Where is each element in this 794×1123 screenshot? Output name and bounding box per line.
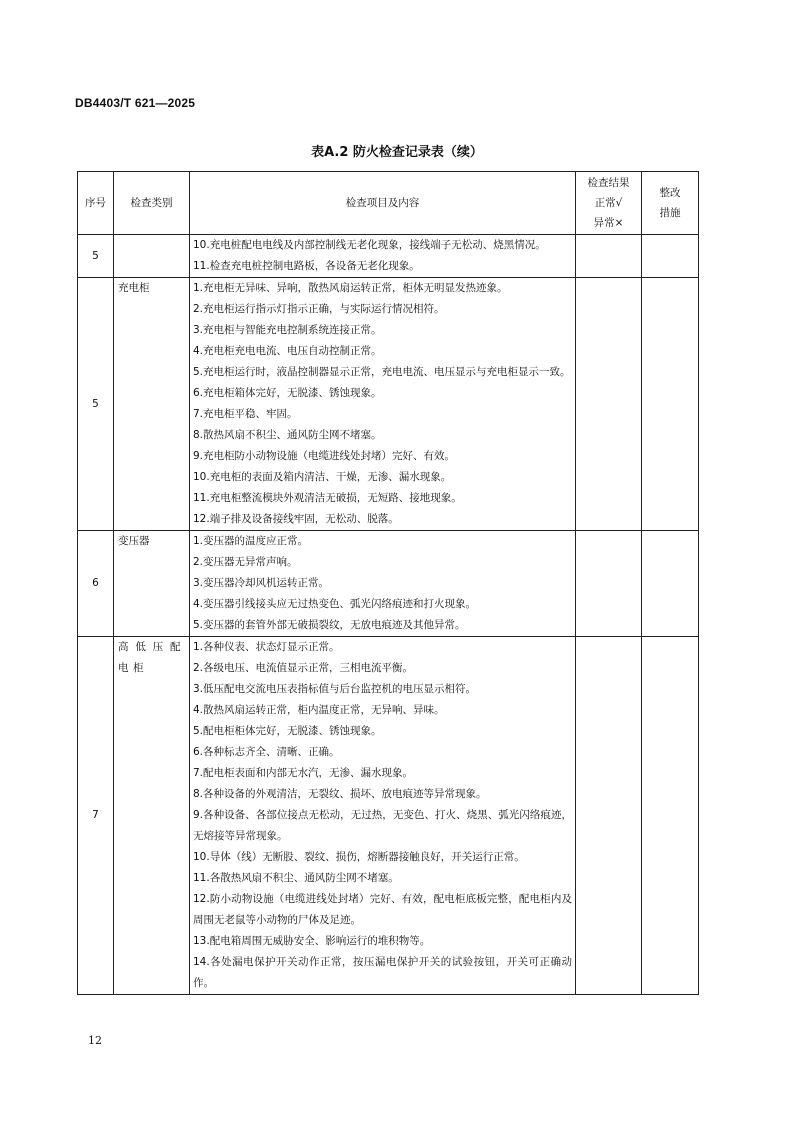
item-line: 5.变压器的套管外部无破损裂纹，无放电痕迹及其他异常。 — [193, 619, 466, 631]
result-cell[interactable] — [576, 278, 642, 531]
item-line: 1.变压器的温度应正常。 — [193, 535, 309, 547]
item-line: 1.各种仪表、状态灯显示正常。 — [193, 641, 340, 653]
header-fix-line2: 措施 — [659, 207, 681, 219]
item-line: 10.充电柜的表面及箱内清洁、干燥，无渗、漏水现象。 — [193, 471, 452, 483]
table-header-row — [78, 172, 699, 235]
item-line: 9.各种设备、各部位接点无松动，无过热，无变色、打火、烧黑、弧光闪络痕迹，无熔接等异常现象。 — [193, 809, 572, 842]
item-line: 12.端子排及设备接线牢固，无松动、脱落。 — [193, 513, 399, 525]
item-line: 9.充电柜防小动物设施（电缆进线处封堵）完好、有效。 — [193, 450, 456, 462]
header-category: 检查类别 — [114, 172, 190, 235]
item-line: 2.变压器无异常声响。 — [193, 556, 298, 568]
item-line: 3.变压器冷却风机运转正常。 — [193, 577, 330, 589]
item-line: 2.充电柜运行指示灯指示正确，与实际运行情况相符。 — [193, 303, 445, 315]
table-row — [78, 278, 699, 531]
table-title: 表A.2 防火检查记录表（续） — [311, 145, 483, 160]
row-items — [190, 531, 576, 637]
result-cell[interactable] — [576, 235, 642, 278]
rectification-cell[interactable] — [642, 531, 699, 637]
row-items — [190, 278, 576, 531]
item-line: 10.导体（线）无断股、裂纹、损伤，熔断器接触良好，开关运行正常。 — [193, 851, 525, 863]
row-items — [190, 637, 576, 995]
row-items — [190, 235, 576, 278]
rectification-cell[interactable] — [642, 637, 699, 995]
item-line: 11.检查充电桩控制电路板，各设备无老化现象。 — [193, 260, 420, 272]
item-line: 5.充电柜运行时，液晶控制器显示正常，充电电流、电压显示与充电柜显示一致。 — [193, 366, 571, 378]
row-seq: 5 — [78, 278, 114, 531]
item-line: 13.配电箱周围无威胁安全、影响运行的堆积物等。 — [193, 935, 431, 947]
header-fix-line1: 整改 — [659, 187, 681, 199]
table-row — [78, 235, 699, 278]
item-line: 3.充电柜与智能充电控制系统连接正常。 — [193, 324, 382, 336]
header-result-line3: 异常× — [593, 217, 624, 229]
rectification-cell[interactable] — [642, 278, 699, 531]
item-line: 8.各种设备的外观清洁，无裂纹、损坏、放电痕迹等异常现象。 — [193, 788, 487, 800]
table-row — [78, 637, 699, 995]
item-line: 3.低压配电交流电压表指标值与后台监控机的电压显示相符。 — [193, 683, 477, 695]
item-line: 1.充电柜无异味、异响，散热风扇运转正常，柜体无明显发热迹象。 — [193, 282, 508, 294]
result-cell[interactable] — [576, 637, 642, 995]
item-line: 6.充电柜箱体完好，无脱漆、锈蚀现象。 — [193, 387, 382, 399]
item-line: 4.充电柜充电电流、电压自动控制正常。 — [193, 345, 382, 357]
row-seq: 7 — [78, 637, 114, 995]
item-line: 8.散热风扇不积尘、通风防尘网不堵塞。 — [193, 429, 382, 441]
item-line: 14.各处漏电保护开关动作正常，按压漏电保护开关的试验按钮，开关可正确动作。 — [193, 956, 572, 989]
item-line: 4.散热风扇运转正常，柜内温度正常，无异响、异味。 — [193, 704, 445, 716]
item-line: 12.防小动物设施（电缆进线处封堵）完好、有效，配电柜底板完整，配电柜内及周围无老鼠等小动物的尸体及足迹。 — [193, 893, 572, 926]
header-result-line1: 检查结果 — [587, 177, 630, 189]
item-line: 11.各散热风扇不积尘、通风防尘网不堵塞。 — [193, 872, 399, 884]
header-items: 检查项目及内容 — [190, 172, 576, 235]
row-category: 充电柜 — [114, 278, 190, 531]
item-line: 4.变压器引线接头应无过热变色、弧光闪络痕迹和打火现象。 — [193, 598, 477, 610]
item-line: 5.配电柜柜体完好，无脱漆、锈蚀现象。 — [193, 725, 382, 737]
header-result-line2: 正常√ — [594, 197, 623, 209]
row-seq: 5 — [78, 235, 114, 278]
row-category: 变压器 — [114, 531, 190, 637]
item-line: 6.各种标志齐全、清晰、正确。 — [193, 746, 340, 758]
item-line: 7.充电柜平稳、牢固。 — [193, 408, 298, 420]
item-line: 7.配电柜表面和内部无水汽，无渗、漏水现象。 — [193, 767, 414, 779]
row-category: 高低压配电柜 — [114, 637, 190, 995]
table-row — [78, 531, 699, 637]
item-line: 11.充电柜整流模块外观清洁无破损，无短路、接地现象。 — [193, 492, 462, 504]
fire-inspection-record-table — [77, 171, 699, 995]
header-result — [576, 172, 642, 235]
row-category — [114, 235, 190, 278]
rectification-cell[interactable] — [642, 235, 699, 278]
result-cell[interactable] — [576, 531, 642, 637]
header-seq: 序号 — [78, 172, 114, 235]
row-seq: 6 — [78, 531, 114, 637]
page-number: 12 — [88, 1034, 102, 1047]
item-line: 2.各级电压、电流值显示正常，三相电流平衡。 — [193, 662, 414, 674]
document-code: DB4403/T 621—2025 — [75, 96, 196, 110]
item-line: 10.充电桩配电电线及内部控制线无老化现象，接线端子无松动、烧黑情况。 — [193, 239, 546, 251]
header-fix — [642, 172, 699, 235]
